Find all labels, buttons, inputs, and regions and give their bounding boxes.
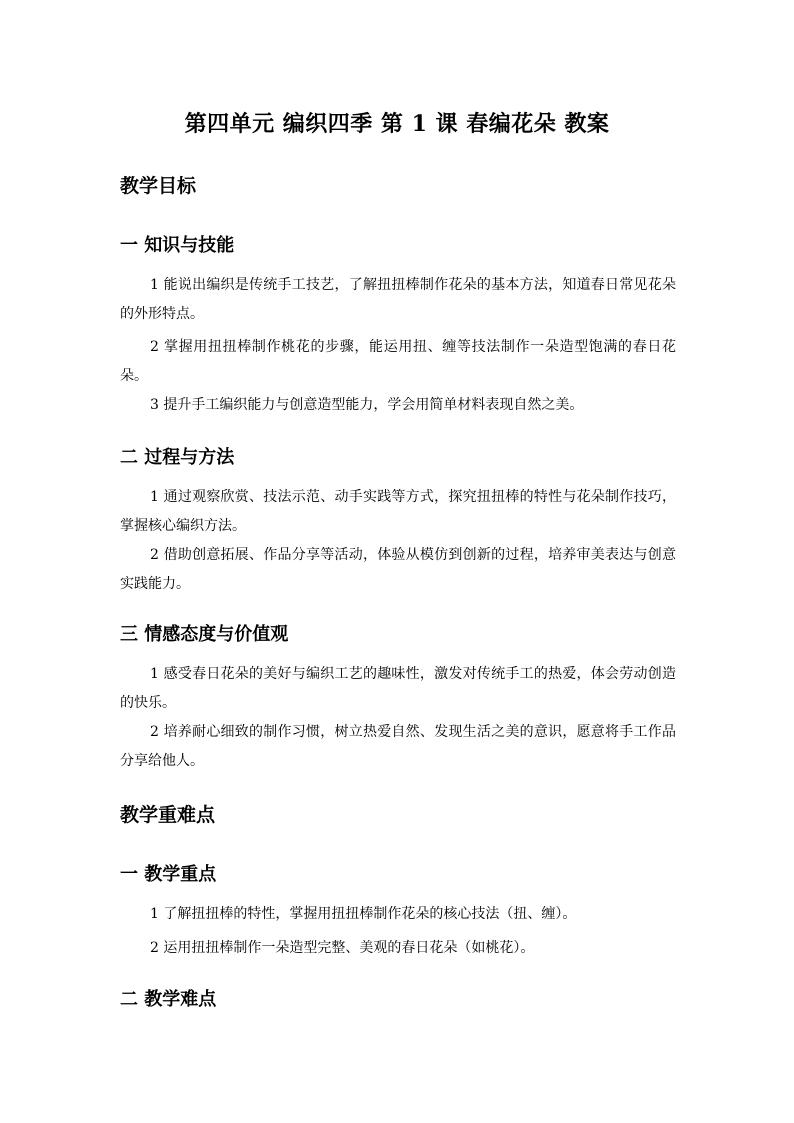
paragraph: 3 提升手工编织能力与创意造型能力，学会用简单材料表现自然之美。 <box>150 397 584 413</box>
section-heading-key-difficult-points: 教学重难点 <box>120 804 216 826</box>
subheading-emotion-values: 三 情感态度与价值观 <box>120 624 289 645</box>
paragraph: 1 了解扭扭棒的特性，掌握用扭扭棒制作花朵的核心技法（扭、缠）。 <box>150 906 577 922</box>
page-title: 第四单元 编织四季 第 1 课 春编花朵 教案 <box>184 111 610 137</box>
paragraph: 1 感受春日花朵的美好与编织工艺的趣味性，激发对传统手工的热爱，体会劳动创造的快乐。 <box>120 666 676 711</box>
subheading-process-methods: 二 过程与方法 <box>120 447 235 468</box>
paragraph: 1 能说出编织是传统手工技艺，了解扭扭棒制作花朵的基本方法，知道春日常见花朵的外形特点。 <box>120 277 676 322</box>
section-heading-objectives: 教学目标 <box>120 175 197 197</box>
subheading-difficult-points: 二 教学难点 <box>120 989 217 1010</box>
subheading-key-points: 一 教学重点 <box>120 864 217 885</box>
paragraph: 2 运用扭扭棒制作一朵造型完整、美观的春日花朵（如桃花）。 <box>150 940 535 956</box>
paragraph: 1 通过观察欣赏、技法示范、动手实践等方式，探究扭扭棒的特性与花朵制作技巧，掌握核心编织方法。 <box>120 489 676 534</box>
subheading-knowledge-skills: 一 知识与技能 <box>120 235 235 256</box>
paragraph: 2 借助创意拓展、作品分享等活动，体验从模仿到创新的过程，培养审美表达与创意实践能力。 <box>120 547 676 592</box>
paragraph: 2 掌握用扭扭棒制作桃花的步骤，能运用扭、缠等技法制作一朵造型饱满的春日花朵。 <box>120 339 676 384</box>
paragraph: 2 培养耐心细致的制作习惯，树立热爱自然、发现生活之美的意识，愿意将手工作品分享给他人。 <box>120 724 676 769</box>
